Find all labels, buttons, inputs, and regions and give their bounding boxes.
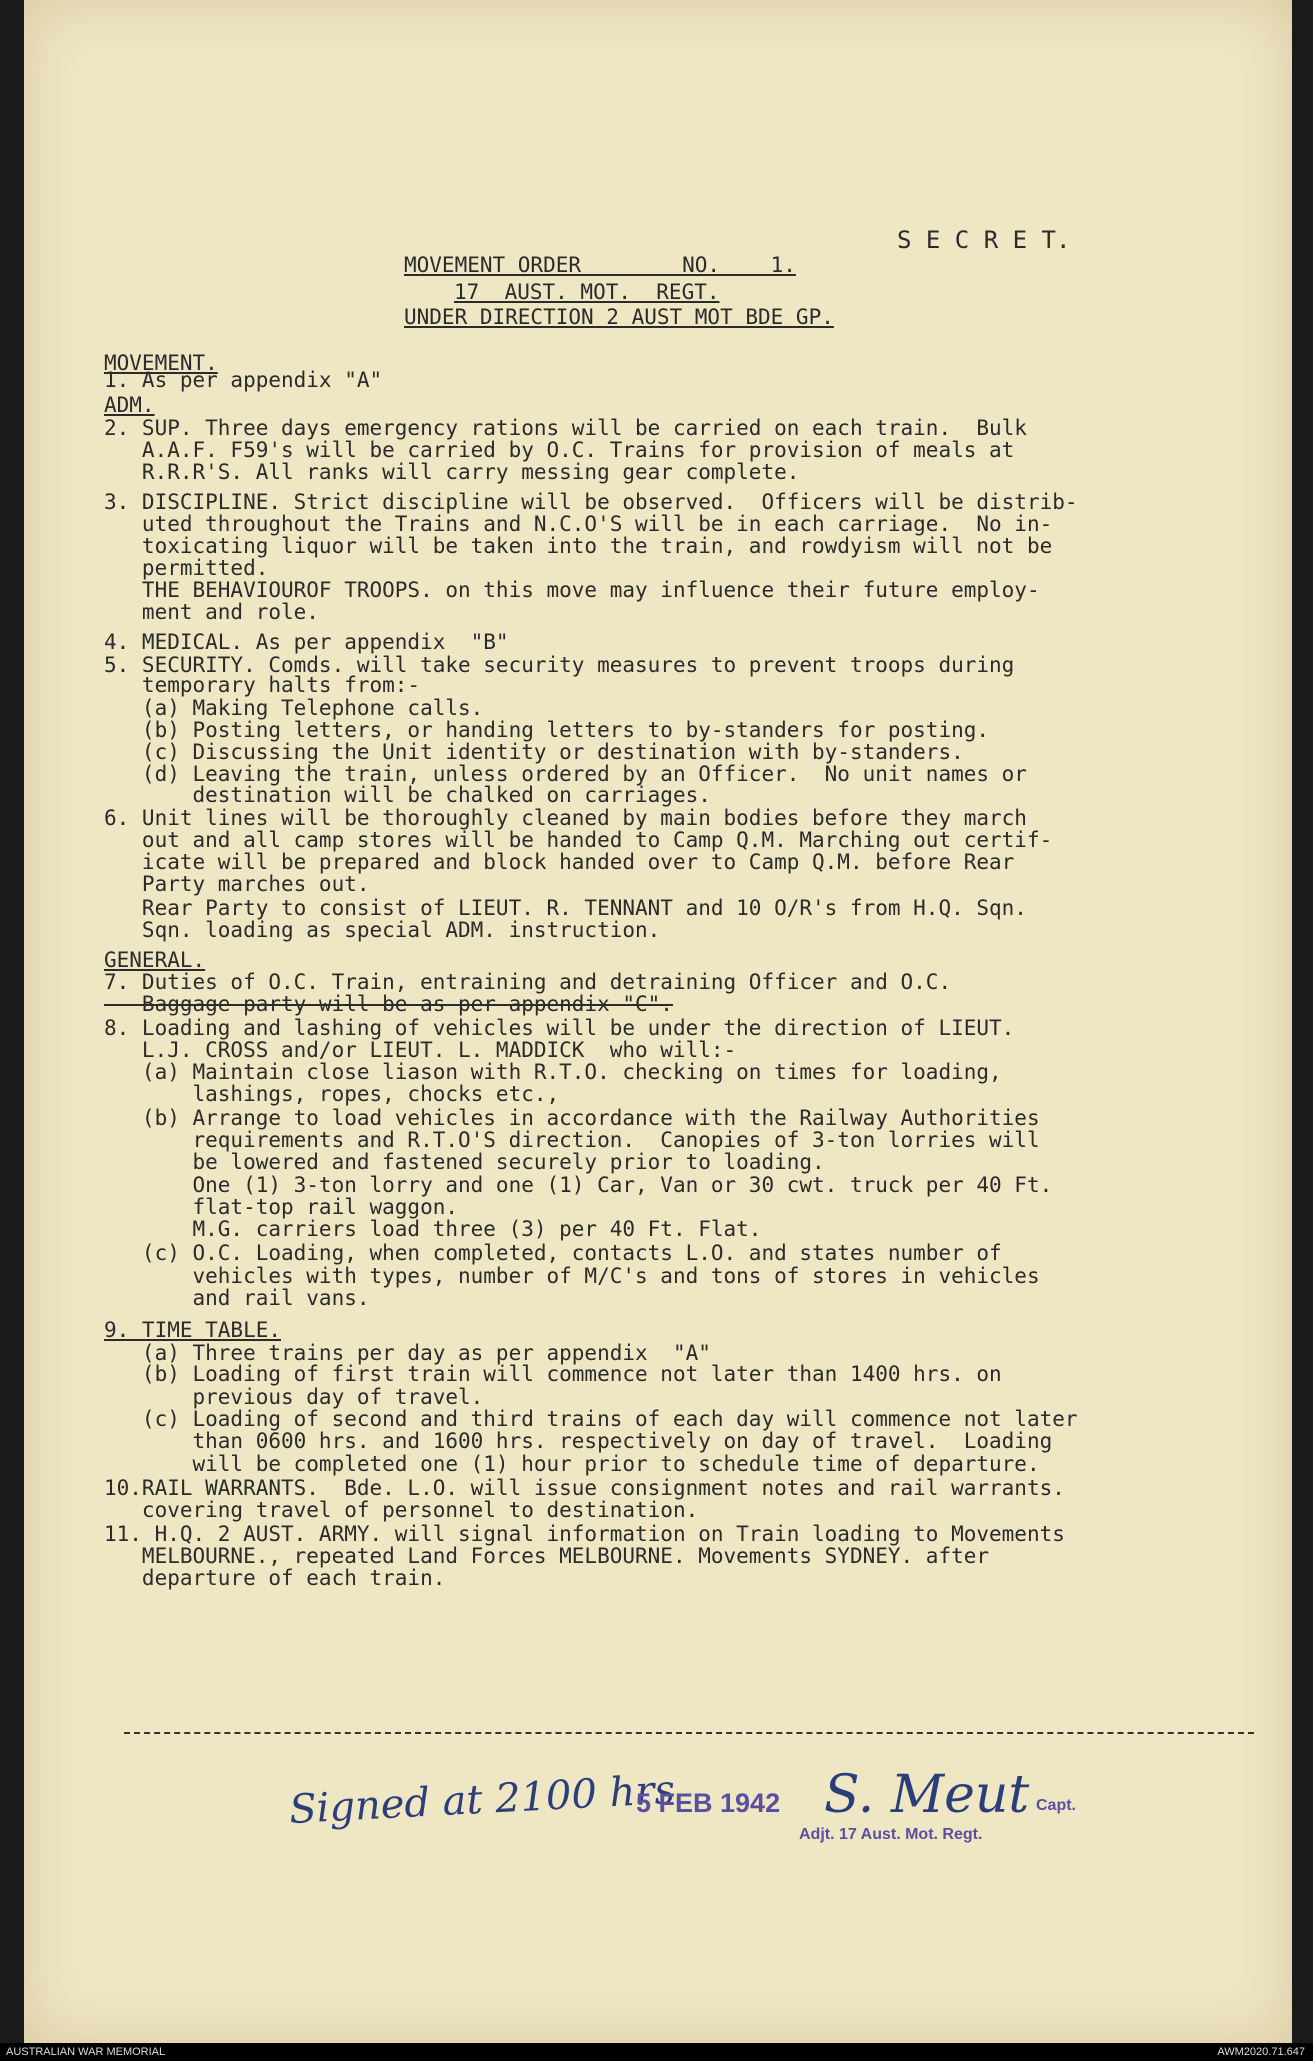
order-line: 2. SUP. Three days emergency rations will be carried on each train. Bulk — [104, 416, 1027, 440]
date-stamp: 5 FEB 1942 — [636, 1788, 781, 1818]
order-line: out and all camp stores will be handed to Camp Q.M. Marching out certif- — [104, 828, 1053, 852]
order-line: will be completed one (1) hour prior to schedule time of departure. — [104, 1452, 1040, 1476]
order-line: (b) Loading of first train will commence not later than 1400 hrs. on — [104, 1362, 1002, 1386]
order-line: A.A.F. F59's will be carried by O.C. Trains for provision of meals at — [104, 438, 1015, 462]
order-line: icate will be prepared and block handed over to Camp Q.M. before Rear — [104, 850, 1015, 874]
order-line: (c) Discussing the Unit identity or destination with by-standers. — [104, 740, 964, 764]
order-line: R.R.R'S. All ranks will carry messing gear complete. — [104, 460, 800, 484]
secret-marking: S E C R E T. — [897, 226, 1071, 254]
direction-line: UNDER DIRECTION 2 AUST MOT BDE GP. — [404, 305, 834, 329]
adjutant-stamp: Adjt. 17 Aust. Mot. Regt. — [799, 1826, 983, 1843]
order-line: flat-top rail waggon. — [104, 1195, 459, 1219]
order-line: toxicating liquor will be taken into the train, and rowdyism will not be — [104, 534, 1053, 558]
rank-stamp: Capt. — [1036, 1797, 1076, 1814]
signature: S. Meut — [824, 1765, 1030, 1825]
order-line: (a) Making Telephone calls. — [104, 696, 484, 720]
order-line: lashings, ropes, chocks etc., — [104, 1082, 560, 1106]
order-line: covering travel of personnel to destination. — [104, 1498, 699, 1522]
document-page — [24, 0, 1292, 2043]
order-line: ment and role. — [104, 600, 319, 624]
divider-rule — [124, 1732, 1254, 1734]
order-line: 7. Duties of O.C. Train, entraining and detraining Officer and O.C. — [104, 970, 952, 994]
order-line: Sqn. loading as special ADM. instruction. — [104, 918, 661, 942]
order-line: and rail vans. — [104, 1286, 370, 1310]
order-line: vehicles with types, number of M/C's and tons of stores in vehicles — [104, 1264, 1040, 1288]
order-line: Baggage party will be as per appendix "C". — [104, 992, 673, 1016]
order-line: 5. SECURITY. Comds. will take security measures to prevent troops during — [104, 653, 1015, 677]
order-line: Rear Party to consist of LIEUT. R. TENNANT and 10 O/R's from H.Q. Sqn. — [104, 896, 1027, 920]
order-line: M.G. carriers load three (3) per 40 Ft. Flat. — [104, 1217, 762, 1241]
order-line: 1. As per appendix "A" — [104, 368, 383, 392]
order-line: Party marches out. — [104, 872, 370, 896]
order-line: 4. MEDICAL. As per appendix "B" — [104, 630, 509, 654]
order-line: uted throughout the Trains and N.C.O'S will be in each carriage. No in- — [104, 512, 1053, 536]
order-line: (c) Loading of second and third trains of each day will commence not later — [104, 1407, 1078, 1431]
order-line: One (1) 3-ton lorry and one (1) Car, Van or 30 cwt. truck per 40 Ft. — [104, 1173, 1053, 1197]
order-line: L.J. CROSS and/or LIEUT. L. MADDICK who will:- — [104, 1038, 737, 1062]
order-line: GENERAL. — [104, 948, 206, 972]
order-line: requirements and R.T.O'S direction. Canopies of 3-ton lorries will — [104, 1128, 1040, 1152]
order-line: ADM. — [104, 393, 155, 417]
order-line: 10.RAIL WARRANTS. Bde. L.O. will issue consignment notes and rail warrants. — [104, 1476, 1065, 1500]
archive-footer — [0, 2043, 1313, 2061]
order-title: MOVEMENT ORDER NO. 1. — [404, 253, 796, 277]
signed-note: Signed at 2100 hrs — [288, 1766, 677, 1834]
order-line: temporary halts from:- — [104, 673, 421, 697]
archive-reference: AWM2020.71.647 — [1217, 2046, 1305, 2058]
order-line: 8. Loading and lashing of vehicles will be under the direction of LIEUT. — [104, 1016, 1015, 1040]
order-line: destination will be chalked on carriages. — [104, 783, 711, 807]
order-line: 6. Unit lines will be thoroughly cleaned by main bodies before they march — [104, 806, 1027, 830]
order-line: than 0600 hrs. and 1600 hrs. respectively on day of travel. Loading — [104, 1429, 1053, 1453]
order-line: permitted. — [104, 556, 269, 580]
order-line: 9. TIME TABLE. — [104, 1318, 282, 1342]
order-line: MOVEMENT. — [104, 351, 218, 375]
unit-name: 17 AUST. MOT. REGT. — [454, 280, 720, 304]
order-line: MELBOURNE., repeated Land Forces MELBOURNE. Movements SYDNEY. after — [104, 1544, 990, 1568]
order-line: 3. DISCIPLINE. Strict discipline will be observed. Officers will be distrib- — [104, 490, 1078, 514]
order-line: (b) Posting letters, or handing letters to by-standers for posting. — [104, 718, 990, 742]
order-line: departure of each train. — [104, 1566, 446, 1590]
order-line: (a) Maintain close liason with R.T.O. checking on times for loading, — [104, 1060, 1002, 1084]
order-line: THE BEHAVIOUROF TROOPS. on this move may influence their future employ- — [104, 578, 1040, 602]
order-line: be lowered and fastened securely prior to loading. — [104, 1150, 825, 1174]
order-line: (c) O.C. Loading, when completed, contacts L.O. and states number of — [104, 1241, 1002, 1265]
order-line: (d) Leaving the train, unless ordered by an Officer. No unit names or — [104, 762, 1027, 786]
order-line: (a) Three trains per day as per appendix "A" — [104, 1341, 711, 1365]
archive-name: AUSTRALIAN WAR MEMORIAL — [6, 2046, 166, 2058]
order-line: previous day of travel. — [104, 1385, 484, 1409]
order-line: 11. H.Q. 2 AUST. ARMY. will signal information on Train loading to Movements — [104, 1522, 1065, 1546]
order-line: (b) Arrange to load vehicles in accordance with the Railway Authorities — [104, 1106, 1040, 1130]
